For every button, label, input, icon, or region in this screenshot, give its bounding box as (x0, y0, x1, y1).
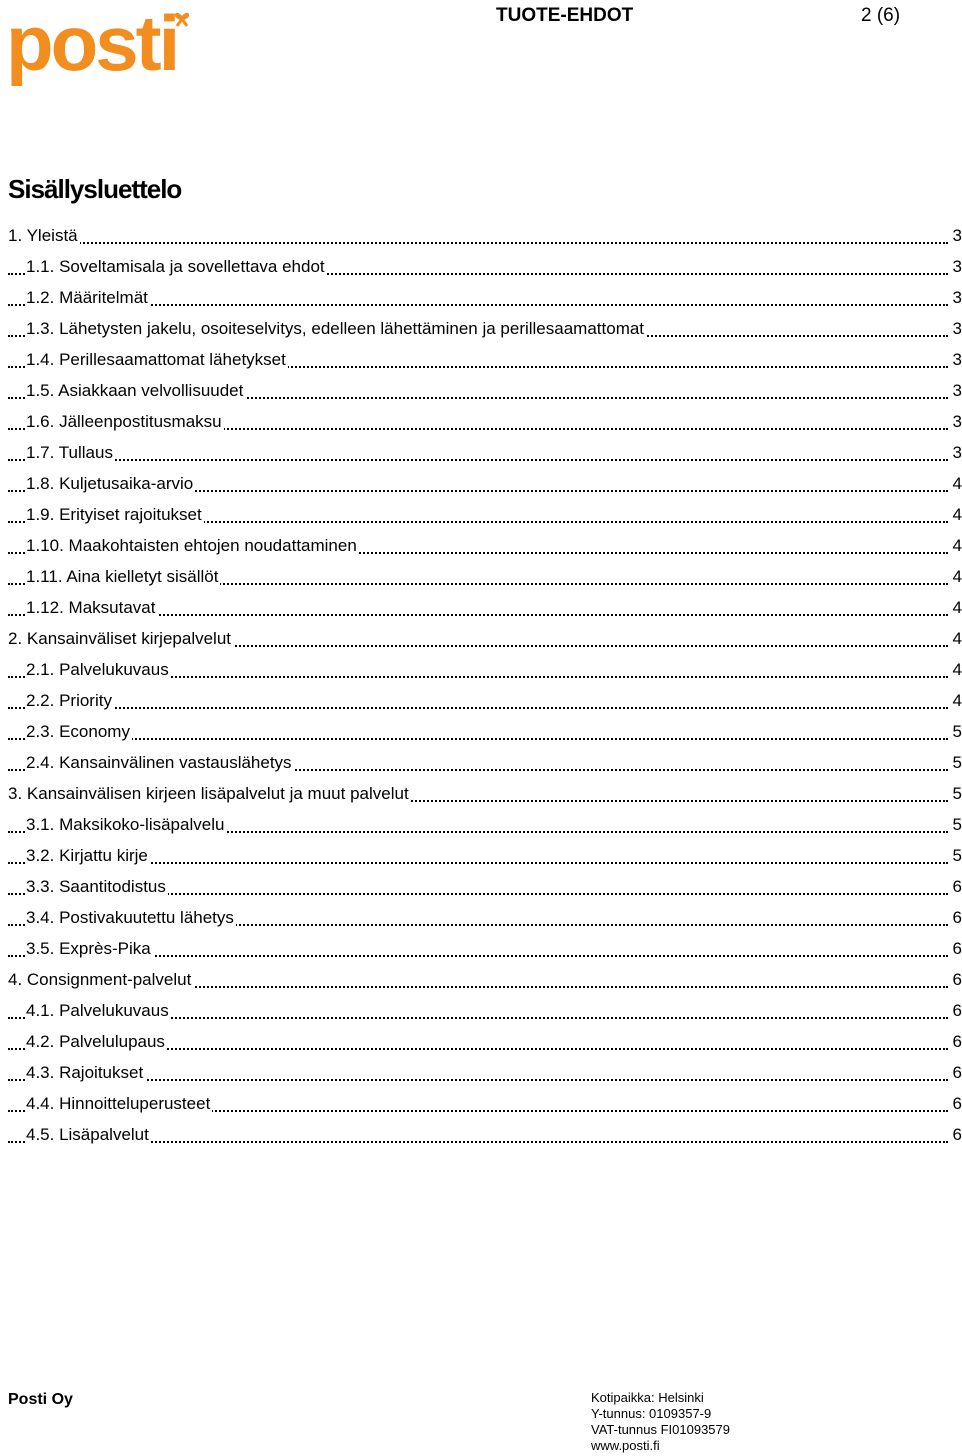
toc-entry-page-number: 3 (948, 344, 962, 375)
toc-entry-label: 4.4. Hinnoitteluperusteet (26, 1094, 211, 1113)
toc-entry-page-number: 3 (948, 437, 962, 468)
toc-entry[interactable] (8, 1119, 962, 1150)
toc-entry[interactable] (8, 1088, 962, 1119)
toc-entry-label: 2. Kansainväliset kirjepalvelut (8, 629, 232, 648)
toc-entry-label: 3.5. Exprès-Pika (26, 939, 151, 958)
toc-entry-page-number: 3 (948, 220, 962, 251)
toc-entry[interactable] (8, 313, 962, 344)
toc-entry[interactable] (8, 933, 962, 964)
toc-dot-leader (8, 242, 948, 244)
toc-entry[interactable] (8, 468, 962, 499)
toc-entry-page-number: 5 (948, 716, 962, 747)
toc-entry-label: 1.7. Tullaus (26, 443, 113, 462)
toc-heading: Sisällysluettelo (8, 174, 182, 204)
table-of-contents (8, 220, 962, 1150)
toc-entry-label: 4.2. Palvelulupaus (26, 1032, 165, 1051)
toc-entry-label: 2.2. Priority (26, 691, 112, 710)
toc-entry-label: 4. Consignment-palvelut (8, 970, 192, 989)
toc-entry-label: 3.1. Maksikoko-lisäpalvelu (26, 815, 225, 834)
posti-logo (6, 0, 198, 98)
toc-entry-page-number: 5 (948, 840, 962, 871)
toc-entry-page-number: 6 (948, 902, 962, 933)
toc-entry-page-number: 4 (948, 468, 962, 499)
toc-entry[interactable] (8, 716, 962, 747)
footer-domicile: Kotipaikka: Helsinki (591, 1390, 704, 1405)
toc-entry-label: 2.1. Palvelukuvaus (26, 660, 169, 679)
toc-entry-label: 4.5. Lisäpalvelut (26, 1125, 149, 1144)
toc-entry[interactable] (8, 561, 962, 592)
toc-entry-label: 2.4. Kansainvälinen vastauslähetys (26, 753, 292, 772)
toc-entry-page-number: 6 (948, 964, 962, 995)
toc-entry-page-number: 6 (948, 871, 962, 902)
toc-entry-page-number: 4 (948, 530, 962, 561)
toc-entry-page-number: 3 (948, 251, 962, 282)
toc-entry-page-number: 3 (948, 282, 962, 313)
toc-entry-page-number: 6 (948, 933, 962, 964)
posti-logo-mark (6, 0, 198, 98)
toc-entry-page-number: 3 (948, 375, 962, 406)
toc-entry-label: 1.9. Erityiset rajoitukset (26, 505, 202, 524)
toc-entry[interactable] (8, 592, 962, 623)
toc-entry[interactable] (8, 375, 962, 406)
toc-entry[interactable] (8, 220, 962, 251)
toc-entry-page-number: 4 (948, 654, 962, 685)
posti-logo-wordmark: posti (6, 0, 178, 87)
page-indicator: 2 (6) (861, 5, 901, 26)
toc-entry-page-number: 4 (948, 561, 962, 592)
toc-entry-label: 4.3. Rajoitukset (26, 1063, 144, 1082)
toc-entry-label: 1.3. Lähetysten jakelu, osoiteselvitys, edelleen lähettäminen ja perillesaamattomat (26, 319, 645, 338)
footer-business-id: Y-tunnus: 0109357-9 (591, 1406, 712, 1421)
toc-entry-page-number: 3 (948, 313, 962, 344)
footer-vat-id: VAT-tunnus FI01093579 (591, 1422, 731, 1437)
toc-entry-page-number: 6 (948, 1057, 962, 1088)
toc-entry-label: 2.3. Economy (26, 722, 130, 741)
toc-dot-leader (8, 459, 948, 461)
toc-entry-page-number: 5 (948, 747, 962, 778)
toc-entry[interactable] (8, 840, 962, 871)
toc-entry[interactable] (8, 871, 962, 902)
toc-entry-label: 1.6. Jälleenpostitusmaksu (26, 412, 222, 431)
toc-entry-page-number: 6 (948, 1026, 962, 1057)
toc-entry-label: 1.2. Määritelmät (26, 288, 148, 307)
toc-dot-leader (8, 738, 948, 740)
document-title: TUOTE-EHDOT (496, 5, 634, 26)
toc-entry[interactable] (8, 282, 962, 313)
toc-entry-label: 3.2. Kirjattu kirje (26, 846, 148, 865)
toc-entry-page-number: 6 (948, 1119, 962, 1150)
toc-entry-label: 4.1. Palvelukuvaus (26, 1001, 169, 1020)
toc-dot-leader (8, 1079, 948, 1081)
toc-entry[interactable] (8, 251, 962, 282)
toc-entry-page-number: 3 (948, 406, 962, 437)
toc-entry-page-number: 4 (948, 499, 962, 530)
toc-entry[interactable] (8, 747, 962, 778)
toc-entry[interactable] (8, 654, 962, 685)
toc-entry[interactable] (8, 902, 962, 933)
toc-entry-page-number: 5 (948, 809, 962, 840)
toc-entry[interactable] (8, 809, 962, 840)
toc-entry-label: 1.11. Aina kielletyt sisällöt (26, 567, 219, 586)
toc-entry-label: 1.12. Maksutavat (26, 598, 156, 617)
toc-entry-label: 3.3. Saantitodistus (26, 877, 166, 896)
toc-dot-leader (8, 707, 948, 709)
toc-entry[interactable] (8, 778, 962, 809)
toc-entry-label: 3. Kansainvälisen kirjeen lisäpalvelut ja muut palvelut (8, 784, 409, 803)
toc-entry[interactable] (8, 437, 962, 468)
toc-entry-page-number: 6 (948, 1088, 962, 1119)
toc-entry-label: 1.8. Kuljetusaika-arvio (26, 474, 194, 493)
toc-entry-page-number: 4 (948, 623, 962, 654)
toc-entry[interactable] (8, 623, 962, 654)
toc-entry-label: 1.1. Soveltamisala ja sovellettava ehdot (26, 257, 325, 276)
footer-company: Posti Oy (8, 1391, 73, 1408)
toc-entry-label: 3.4. Postivakuutettu lähetys (26, 908, 234, 927)
toc-entry-page-number: 6 (948, 995, 962, 1026)
toc-entry[interactable] (8, 499, 962, 530)
toc-entry-label: 1.5. Asiakkaan velvollisuudet (26, 381, 244, 400)
toc-entry-page-number: 4 (948, 592, 962, 623)
toc-entry[interactable] (8, 1057, 962, 1088)
toc-entry-label: 1.4. Perillesaamattomat lähetykset (26, 350, 286, 369)
toc-entry[interactable] (8, 344, 962, 375)
toc-entry[interactable] (8, 964, 962, 995)
toc-entry[interactable] (8, 530, 962, 561)
footer-website-link[interactable]: www.posti.fi (591, 1438, 660, 1453)
toc-entry[interactable] (8, 685, 962, 716)
toc-entry[interactable] (8, 1026, 962, 1057)
toc-entry-label: 1.10. Maakohtaisten ehtojen noudattaminen (26, 536, 357, 555)
toc-entry-label: 1. Yleistä (8, 226, 78, 245)
toc-entry[interactable] (8, 995, 962, 1026)
gift-ribbon-icon (176, 14, 187, 26)
footer-info (591, 1390, 730, 1454)
toc-entry-page-number: 4 (948, 685, 962, 716)
toc-entry-page-number: 5 (948, 778, 962, 809)
toc-entry[interactable] (8, 406, 962, 437)
